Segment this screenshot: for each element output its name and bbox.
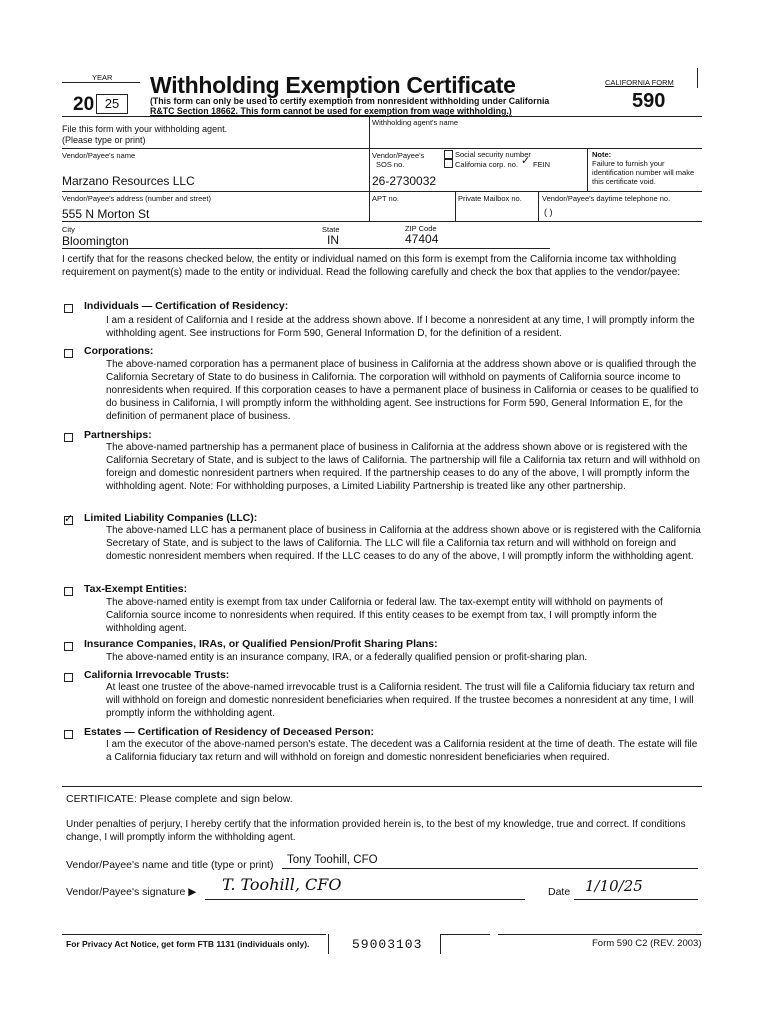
zip-label: ZIP Code	[405, 224, 437, 233]
signature-field[interactable]: T. Toohill, CFO	[222, 875, 342, 894]
fein-label: FEIN	[533, 160, 551, 169]
agent-name-field[interactable]	[372, 128, 697, 146]
phone-label: Vendor/Payee's daytime telephone no.	[542, 194, 671, 203]
name-title-field[interactable]: Tony Toohill, CFO	[287, 854, 378, 866]
estates-text: I am the executor of the above-named person's estate. The decedent was a California resident at the time of death. The estate will file a California fiduciary tax return and will withhold on foreign and domestic nonresident beneficiaries when required.	[106, 739, 698, 763]
tax-exempt-text: The above-named entity is exempt from tax under California or federal law. The tax-exempt entity will withhold on payments of California source income to nonresidents when required. If this entity ceases to be exempt from tax, I will promptly inform the withholding agent.	[106, 597, 663, 634]
individuals-checkbox[interactable]	[64, 304, 73, 313]
mailbox-label: Private Mailbox no.	[458, 194, 522, 203]
ssn-checkbox[interactable]	[444, 150, 453, 159]
subtitle-line2: R&TC Section 18662. This form cannot be used for exemption from wage withholding.)	[150, 106, 512, 116]
form-number: 590	[632, 90, 666, 112]
ssn-label: Social security number	[455, 150, 531, 159]
file-with-text: File this form with your withholding agent.	[62, 124, 228, 134]
phone-field[interactable]: ( )	[544, 207, 553, 217]
subtitle-line1: (This form can only be used to certify exemption from nonresident withholding under California	[150, 96, 550, 106]
date-field[interactable]: 1/10/25	[585, 877, 643, 895]
zip-field[interactable]: 47404	[405, 232, 439, 246]
state-field[interactable]: IN	[327, 233, 339, 247]
trusts-title: California Irrevocable Trusts:	[84, 669, 230, 681]
year-field[interactable]: 25	[96, 94, 128, 114]
please-type-text: (Please type or print)	[62, 135, 146, 145]
year-label: YEAR	[92, 73, 113, 82]
form-title: Withholding Exemption Certificate	[150, 72, 516, 98]
corp-label: California corp. no.	[455, 160, 518, 169]
llc-checkbox[interactable]	[64, 516, 73, 525]
form-revision: Form 590 C2 (REV. 2003)	[592, 938, 702, 949]
llc-title: Limited Liability Companies (LLC):	[84, 512, 258, 524]
corporations-text: The above-named corporation has a permanent place of business in California at the address shown above or is qualified through the California Secretary of State to do business in California. The corporation will withhold on payments of California source income to nonresidents when required. If this corporation ceases to have a permanent place of business in California or ceases to be qualified to do business in California, I will promptly inform the withholding agent. See instructions for Form 590, General Information E, for the definition of permanent place of business.	[106, 359, 699, 422]
corp-checkbox[interactable]	[444, 159, 453, 168]
trusts-checkbox[interactable]	[64, 673, 73, 682]
form-code: 59003103	[352, 937, 423, 952]
sos-label: SOS no.	[376, 160, 405, 169]
insurance-text: The above-named entity is an insurance company, IRA, or a federally qualified pension or profit-sharing plan.	[106, 652, 588, 663]
subtitle	[150, 96, 549, 116]
certificate-heading: CERTIFICATE: Please complete and sign below.	[66, 793, 293, 805]
privacy-notice: For Privacy Act Notice, get form FTB 1131 (individuals only).	[66, 939, 310, 949]
address-field[interactable]: 555 N Morton St	[62, 207, 150, 221]
corporations-title: Corporations:	[84, 345, 154, 357]
vendor-name-label: Vendor/Payee's name	[62, 151, 136, 160]
signature-label: Vendor/Payee's signature ▶	[66, 886, 197, 898]
insurance-title: Insurance Companies, IRAs, or Qualified Pension/Profit Sharing Plans:	[84, 638, 438, 650]
state-label: State	[322, 225, 340, 234]
vendor-name-field[interactable]: Marzano Resources LLC	[62, 174, 195, 188]
note-text: Failure to furnish your identification number will make this certificate void.	[592, 159, 695, 186]
penalty-text: Under penalties of perjury, I hereby certify that the information provided herein is, to the best of my knowledge, true and correct. If conditions change, I will promptly inform the withholding agent.	[66, 819, 686, 843]
partnerships-text: The above-named partnership has a permanent place of business in California at the address shown above or is registered with the California Secretary of State, and is subject to the laws of California. The partnership will file a California tax return and will withhold on foreign and domestic nonresident partners when required. If the partnership ceases to do any of the above, I will promptly inform the withholding agent. Note: For withholding purposes, a Limited Liability Partnership is treated like any other partnership.	[106, 442, 700, 492]
corporations-checkbox[interactable]	[64, 349, 73, 358]
agent-name-label: Withholding agent's name	[372, 118, 459, 127]
individuals-text: I am a resident of California and I reside at the address shown above. If I become a nonresident at any time, I will promptly inform the withholding agent. See instructions for Form 590, General Information D, for the definition of a resident.	[106, 315, 695, 339]
year-prefix: 20	[73, 94, 95, 115]
trusts-text: At least one trustee of the above-named irrevocable trust is a California resident. The trust will file a California fiduciary tax return and will withhold on foreign and domestic nonresident beneficiaries when required. If the trustee becomes a nonresident at any time, I will promptly inform the withholding agent.	[106, 682, 695, 719]
tax-exempt-title: Tax-Exempt Entities:	[84, 583, 188, 595]
apt-label: APT no.	[372, 194, 399, 203]
name-title-label: Vendor/Payee's name and title (type or print)	[66, 859, 274, 871]
form-label: CALIFORNIA FORM	[605, 78, 674, 87]
estates-title: Estates — Certification of Residency of Deceased Person:	[84, 726, 375, 738]
intro-text: I certify that for the reasons checked below, the entity or individual named on this form is exempt from the California income tax withholding requirement on payment(s) made to the entity or individual. Read the following carefully and check the box that applies to the vendor/payee:	[62, 254, 681, 278]
date-label: Date	[548, 886, 571, 898]
llc-text: The above-named LLC has a permanent place of business in California at the address shown above or is registered with the California Secretary of State, and is subject to the laws of California. The LLC will file a California tax return and will withhold on foreign and domestic nonresident members when required. If the LLC ceases to do any of the above, I will promptly inform the withholding agent.	[106, 525, 701, 562]
fein-checkbox[interactable]	[522, 159, 529, 166]
vendor-id-label: Vendor/Payee's	[372, 151, 425, 160]
partnerships-title: Partnerships:	[84, 429, 152, 441]
estates-checkbox[interactable]	[64, 730, 73, 739]
partnerships-checkbox[interactable]	[64, 433, 73, 442]
city-field[interactable]: Bloomington	[62, 234, 129, 248]
vendor-id-field[interactable]: 26-2730032	[372, 174, 437, 188]
individuals-title: Individuals — Certification of Residency:	[84, 300, 289, 312]
address-label: Vendor/Payee's address (number and street)	[62, 194, 212, 203]
city-label: City	[62, 225, 75, 234]
tax-exempt-checkbox[interactable]	[64, 587, 73, 596]
insurance-checkbox[interactable]	[64, 642, 73, 651]
note-title: Note:	[592, 150, 612, 159]
